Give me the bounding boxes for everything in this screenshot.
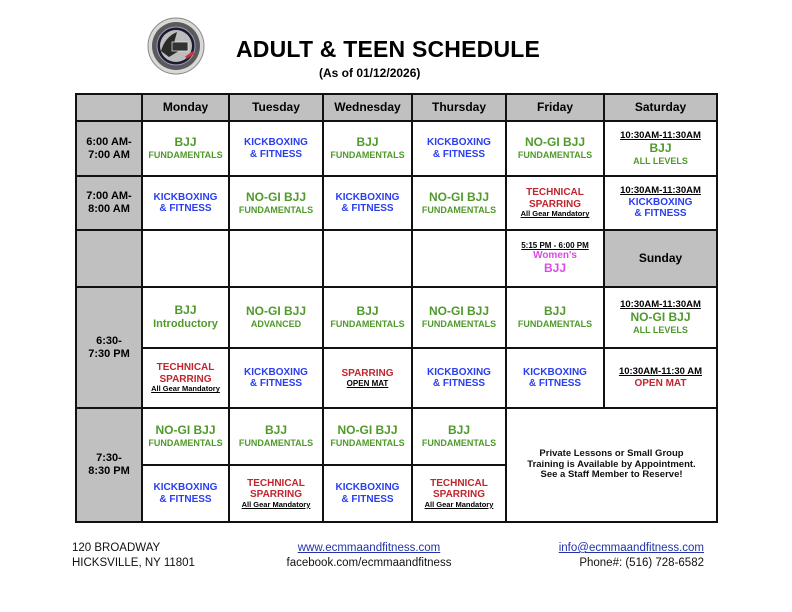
address-line-1: 120 BROADWAY	[72, 542, 161, 554]
address-line-2: HICKSVILLE, NY 11801	[72, 557, 195, 569]
schedule-date: (As of 01/12/2026)	[319, 66, 421, 80]
empty-cell	[142, 230, 229, 287]
row-evening-early	[76, 230, 717, 287]
class-cell: BJJ FUNDAMENTALS	[323, 287, 412, 348]
empty-cell	[323, 230, 412, 287]
row-6am	[76, 121, 717, 176]
class-cell: BJJ FUNDAMENTALS	[506, 287, 604, 348]
email-link[interactable]: info@ecmmaandfitness.com	[558, 542, 704, 554]
class-cell: BJJ FUNDAMENTALS	[412, 408, 506, 465]
gym-logo	[147, 17, 205, 75]
class-cell: BJJ FUNDAMENTALS	[323, 121, 412, 176]
time-slot: 6:00 AM- 7:00 AM	[76, 121, 142, 176]
class-cell: KICKBOXING & FITNESS	[229, 348, 323, 408]
row-630pm-b	[76, 348, 717, 408]
class-cell: KICKBOXING & FITNESS	[229, 121, 323, 176]
row-630pm-a	[76, 287, 717, 348]
corner-cell	[76, 94, 142, 121]
class-cell: NO-GI BJJ FUNDAMENTALS	[323, 408, 412, 465]
empty-cell	[229, 230, 323, 287]
class-cell: KICKBOXING & FITNESS	[412, 348, 506, 408]
class-cell: TECHNICAL SPARRING All Gear Mandatory	[142, 348, 229, 408]
class-cell: 10:30AM-11:30AM NO-GI BJJ ALL LEVELS	[604, 287, 717, 348]
class-cell: KICKBOXING & FITNESS	[142, 465, 229, 522]
phone-text: Phone#: (516) 728-6582	[579, 557, 704, 569]
day-monday: Monday	[142, 94, 229, 121]
class-cell: 5:15 PM - 6:00 PM Women's BJJ	[506, 230, 604, 287]
facebook-text: facebook.com/ecmmaandfitness	[286, 557, 452, 569]
time-slot: 6:30- 7:30 PM	[76, 287, 142, 408]
day-friday: Friday	[506, 94, 604, 121]
class-cell: TECHNICAL SPARRING All Gear Mandatory	[506, 176, 604, 230]
day-wednesday: Wednesday	[323, 94, 412, 121]
footer-web	[281, 541, 457, 571]
class-cell: NO-GI BJJ FUNDAMENTALS	[506, 121, 604, 176]
footer-address	[72, 541, 195, 571]
footer-contact	[559, 541, 704, 571]
class-cell: NO-GI BJJ FUNDAMENTALS	[412, 176, 506, 230]
page-title: ADULT & TEEN SCHEDULE	[236, 36, 541, 62]
class-cell: KICKBOXING & FITNESS	[323, 465, 412, 522]
class-cell: TECHNICAL SPARRING All Gear Mandatory	[412, 465, 506, 522]
class-cell: BJJ FUNDAMENTALS	[229, 408, 323, 465]
day-saturday: Saturday	[604, 94, 717, 121]
class-cell: NO-GI BJJ FUNDAMENTALS	[229, 176, 323, 230]
class-cell: 10:30AM-11:30AM KICKBOXING & FITNESS	[604, 176, 717, 230]
private-lessons-note: Private Lessons or Small Group Training is Available by Appointment. See a Staff Member to Reserve!	[506, 408, 717, 522]
day-thursday: Thursday	[412, 94, 506, 121]
class-cell: SPARRING OPEN MAT	[323, 348, 412, 408]
class-cell: NO-GI BJJ FUNDAMENTALS	[142, 408, 229, 465]
class-cell: KICKBOXING & FITNESS	[142, 176, 229, 230]
row-7am	[76, 176, 717, 230]
time-slot: 7:30- 8:30 PM	[76, 408, 142, 522]
class-cell: NO-GI BJJ FUNDAMENTALS	[412, 287, 506, 348]
day-sunday: Sunday	[604, 230, 717, 287]
day-tuesday: Tuesday	[229, 94, 323, 121]
class-cell: KICKBOXING & FITNESS	[323, 176, 412, 230]
class-cell: 10:30AM-11:30AM BJJ ALL LEVELS	[604, 121, 717, 176]
class-cell: TECHNICAL SPARRING All Gear Mandatory	[229, 465, 323, 522]
class-cell: BJJ FUNDAMENTALS	[142, 121, 229, 176]
time-slot-empty	[76, 230, 142, 287]
website-link[interactable]: www.ecmmaandfitness.com	[297, 542, 441, 554]
empty-cell	[412, 230, 506, 287]
row-730pm-a	[76, 408, 717, 465]
time-slot: 7:00 AM- 8:00 AM	[76, 176, 142, 230]
class-cell: KICKBOXING & FITNESS	[412, 121, 506, 176]
day-header-row	[76, 94, 717, 121]
class-cell: NO-GI BJJ ADVANCED	[229, 287, 323, 348]
class-cell: KICKBOXING & FITNESS	[506, 348, 604, 408]
schedule-table	[75, 93, 718, 523]
class-cell: 10:30AM-11:30 AM OPEN MAT	[604, 348, 717, 408]
class-cell: BJJ Introductory	[142, 287, 229, 348]
